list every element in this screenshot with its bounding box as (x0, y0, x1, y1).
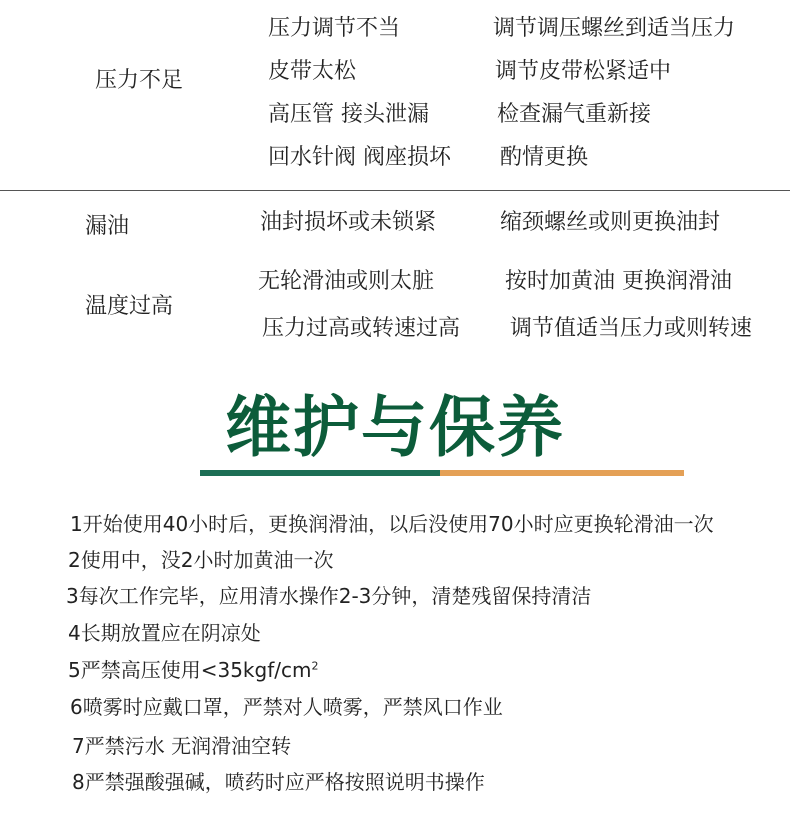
remedy-check-leak: 检查漏气重新接 (497, 102, 652, 127)
maintenance-note-1: 1开始使用40小时后，更换润滑油，以后没使用70小时应更换轮滑油一次 (70, 512, 714, 536)
maintenance-note-2: 2使用中，没2小时加黄油一次 (68, 548, 334, 572)
remedy-adjust-screw: 调节调压螺丝到适当压力 (493, 16, 736, 41)
problem-pressure-insufficient: 压力不足 (95, 68, 184, 93)
title-underline-orange (440, 470, 684, 476)
superscript-2: 2 (311, 659, 319, 673)
maintenance-note-7: 7严禁污水 无润滑油空转 (72, 734, 292, 758)
remedy-adjust-belt: 调节皮带松紧适中 (495, 59, 672, 84)
maintenance-note-3: 3每次工作完毕，应用清水操作2-3分钟，清楚残留保持清洁 (66, 584, 592, 608)
remedy-adjust-pressure-speed: 调节值适当压力或则转速 (510, 316, 753, 341)
cause-pressure-adjust: 压力调节不当 (268, 16, 401, 41)
title-underline-green (200, 470, 440, 476)
cause-overpressure-speed: 压力过高或转速过高 (262, 316, 461, 341)
problem-oil-leak: 漏油 (85, 214, 130, 239)
remedy-replace: 酌情更换 (500, 145, 589, 170)
section-divider (0, 190, 790, 191)
cause-no-lubricant: 无轮滑油或则太脏 (258, 269, 435, 294)
cause-oil-seal: 油封损坏或未锁紧 (260, 210, 437, 235)
cause-valve-seat-damage: 回水针阀 阀座损坏 (268, 145, 451, 170)
remedy-oil-seal: 缩颈螺丝或则更换油封 (500, 210, 721, 235)
remedy-grease-oil: 按时加黄油 更换润滑油 (505, 269, 732, 294)
maintenance-title: 维护与保养 (225, 389, 565, 466)
maintenance-note-5-text: 5严禁高压使用<35kgf/cm (68, 658, 312, 682)
maintenance-note-4: 4长期放置应在阴凉处 (68, 621, 261, 645)
cause-hose-leak: 高压管 接头泄漏 (268, 102, 429, 127)
maintenance-note-8: 8严禁强酸强碱，喷药时应严格按照说明书操作 (72, 770, 485, 794)
maintenance-note-6: 6喷雾时应戴口罩，严禁对人喷雾，严禁风口作业 (70, 695, 503, 719)
maintenance-note-5 (68, 657, 318, 683)
problem-temperature-high: 温度过高 (85, 294, 174, 319)
cause-belt-loose: 皮带太松 (268, 59, 357, 84)
